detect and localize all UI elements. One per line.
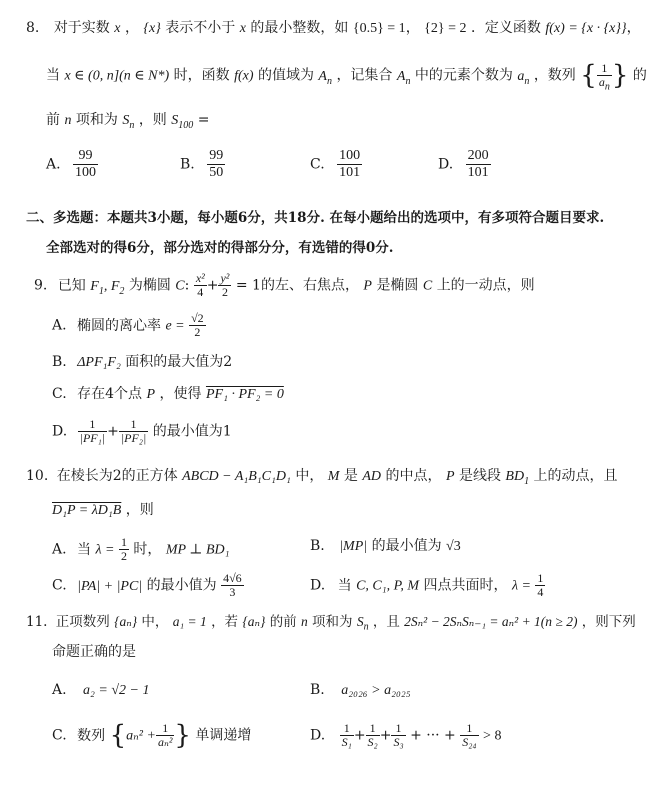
option-label: C. [52, 577, 67, 594]
var-S100: $S_{100}$ [171, 113, 194, 131]
q8-line1: 8. 对于实数 x ， {x} 表示不小于 x 的最小整数，如 {0.5} = 1， {2} = 2 ．定义函数 f(x) = {x · {x}}， [26, 20, 641, 36]
var-an: $a_n$ [517, 68, 530, 87]
set-An: $A_n$ [318, 68, 332, 87]
q10-option-a[interactable] [52, 536, 230, 563]
recurrence: 2Sₙ² − 2SₙSₙ₋₁ = aₙ² + 1(n ≥ 2) [404, 614, 578, 629]
q8-text: 项和为 [75, 112, 118, 128]
option-label: D. [310, 577, 326, 594]
q11-text: ，若 [211, 614, 239, 630]
foci: $F_1$, $F_2$ [90, 278, 125, 297]
q10-text: ，则 [125, 502, 154, 518]
q10-text: 上的动点，且 [533, 468, 618, 484]
q10-stem-line1 [26, 466, 618, 487]
q8-text: 中的元素个数为 [414, 67, 513, 84]
section2-header-line2: 全部选对的得6分，部分选对的得部分分，有选错的得0分. [46, 240, 394, 256]
vector-equation: D₁P = λD₁B [52, 503, 122, 518]
q11-option-d[interactable]: D. $\frac{1}{\text{S₁}}$ + $\frac{1}{\text{S₂}}$ + $\frac{1}{\text{S₃}}$ + ··· + $\frac{1}{\text{S₂₄}}$ > 8 [310, 721, 502, 749]
q11-number: 11. [26, 614, 48, 630]
right-brace: } [174, 720, 191, 751]
sum-term: $\frac{1}{\text{S₂}}$ [367, 721, 378, 749]
ellipse-name: C [422, 278, 433, 294]
q11-option-c[interactable] [52, 722, 251, 749]
q10-text: 的中点， [385, 468, 442, 484]
q11-stem-line2: 命题正确的是 [52, 644, 136, 660]
var-x: x [239, 21, 246, 36]
q11-text: 正项数列 [55, 614, 110, 630]
option-label: B. [180, 156, 195, 173]
sum-term: $\frac{1}{\text{S₂₄}}$ [462, 721, 477, 749]
option-text: 的最小值为 [371, 538, 442, 554]
var-n: n [64, 113, 72, 128]
q8-example-2: {2} = 2 [424, 21, 467, 36]
q8-text: ．定义函数 [470, 20, 541, 36]
q8-text: 的 [632, 67, 647, 84]
option-label: C. [52, 727, 67, 744]
q10-number: 10. [26, 468, 49, 484]
option-label: A. [52, 317, 67, 334]
option-label: A. [52, 541, 67, 558]
q9-number: 9. [34, 277, 48, 294]
point-P: P [445, 469, 455, 484]
option-text: 的最小值为1 [152, 423, 232, 440]
option-text: 的最小值为 [146, 577, 217, 594]
option-label: A. [46, 156, 61, 173]
q8-option-a[interactable] [46, 148, 98, 181]
cube-name: ABCD − A₁B₁C₁D₁ [182, 469, 291, 484]
q11-stem-line1 [26, 612, 636, 632]
ceil-x: {x} [143, 21, 161, 36]
ellipsis: + ··· + [410, 727, 456, 744]
option-fraction: $\frac{1}{\text{|PF₂|}}$ [120, 417, 147, 445]
option-expr: a₂₀₂₆ > a₂₀₂₅ [341, 683, 411, 698]
option-fraction: $\frac{√2}{2}$ [191, 311, 204, 339]
q9-option-c[interactable] [52, 384, 284, 405]
var-x: x [114, 21, 121, 36]
q9-stem: 9. 已知 $F_1$, $F_2$ 为椭圆 C: $\frac{\text{x²}}{4}$ + $\frac{\text{y²}}{2}$ = 1的左、右焦点， P 是椭圆 C 上的一动点，则 [34, 271, 535, 299]
q11-option-a[interactable] [52, 680, 149, 701]
q9-text: = 1的左、右焦点， [235, 277, 359, 294]
ellipse-name: C [175, 278, 185, 294]
section2-header-line1: 二、多选题：本题共3小题，每小题6分，共18分. 在每小题给出的选项中，有多项符合题目要求. [26, 210, 605, 226]
q9-text: 已知 [57, 277, 86, 294]
q8-text: 表示不小于 [165, 20, 236, 36]
q10-option-d[interactable] [310, 572, 545, 599]
option-label: C. [52, 386, 67, 402]
q11-option-b[interactable] [310, 680, 411, 701]
q8-text: 时，函数 [173, 67, 230, 84]
q10-text: 是 [343, 468, 358, 484]
eccentricity: e = [165, 318, 185, 334]
q11-text: ，则下列 [581, 614, 636, 630]
q11-text: 项和为 [312, 614, 353, 630]
q8-text: 当 [46, 67, 60, 84]
sum-term: $\frac{1}{\text{S₁}}$ [341, 721, 352, 749]
point-P: P [363, 278, 372, 294]
q10-option-c[interactable] [52, 572, 244, 599]
q8-text: 的最小整数，如 [250, 20, 349, 36]
option-fraction: $\frac{200}{101}$ [467, 148, 489, 180]
perpendicular: MP ⊥ BD₁ [165, 542, 230, 558]
option-text: 时， [133, 541, 162, 558]
q8-number: 8. [26, 20, 40, 36]
option-fraction: $\frac{99}{50}$ [209, 148, 224, 180]
abs-MP: |MP| [339, 539, 368, 554]
sqrt3: √3 [446, 539, 461, 554]
option-text: 四点共面时， [423, 577, 508, 594]
q8-text: 对于实数 [53, 20, 110, 36]
option-text: ，使得 [159, 386, 202, 402]
q9-text: 上的一动点，则 [436, 277, 535, 294]
first-term: a₁ = 1 [172, 614, 207, 629]
q9-option-d[interactable]: D. $\frac{1}{\text{|PF₁|}}$ + $\frac{1}{\text{|PF₂|}}$ 的最小值为1 [52, 417, 232, 445]
func-fx: f(x) [234, 68, 254, 84]
option-fraction: $\frac{1}{4}$ [537, 571, 544, 599]
option-fraction: $\frac{1}{\text{aₙ²}}$ [157, 721, 173, 749]
option-label: B. [52, 354, 67, 370]
q8-option-d[interactable] [438, 148, 491, 181]
option-fraction: $\frac{4√6}{3}$ [223, 571, 242, 599]
q8-text: = [197, 112, 210, 128]
left-brace: { [580, 60, 597, 91]
option-label: B. [310, 682, 325, 698]
option-label: B. [310, 538, 325, 554]
q8-text: 前 [46, 112, 60, 128]
option-label: C. [310, 156, 325, 173]
segment-BD1: $BD_1$ [505, 469, 530, 487]
dot-product: PF₁ · PF₂ = 0 [205, 387, 284, 402]
q8-text: ， [124, 20, 139, 36]
option-label: D. [310, 727, 326, 744]
q9-option-a[interactable] [52, 312, 206, 339]
q10-text: 中， [295, 468, 324, 484]
q10-text: 是线段 [458, 468, 501, 484]
point-P: P [146, 387, 156, 402]
q11-text: 中， [141, 614, 169, 630]
q8-text: 的值域为 [257, 67, 314, 84]
q8-option-c[interactable] [310, 148, 362, 181]
q8-function-def: f(x) = {x · {x}} [545, 21, 627, 36]
q8-text: ，记集合 [336, 67, 393, 84]
ellipse-term-y: $\frac{\text{y²}}{2}$ [220, 271, 230, 299]
q8-line3 [46, 110, 209, 131]
q10-option-b[interactable] [310, 536, 461, 557]
option-label: A. [52, 682, 67, 698]
option-fraction: $\frac{1}{2}$ [120, 535, 127, 563]
option-label: D. [52, 423, 68, 440]
option-text: 面积的最大值为2 [125, 354, 233, 370]
points-list: C, C₁, P, M [356, 578, 420, 594]
q9-text: 是椭圆 [376, 277, 419, 294]
q8-example-1: {0.5} = 1 [352, 21, 406, 36]
abs-sum: |PA| + |PC| [77, 578, 143, 594]
option-text: 当 [77, 541, 92, 558]
sequence: {aₙ} [242, 614, 266, 629]
option-text: 单调递增 [195, 727, 252, 744]
triangle: ΔPF₁F₂ [77, 355, 121, 370]
q11-text: ，且 [372, 614, 400, 630]
var-Sn: $S_n$ [356, 614, 369, 633]
q8-option-b[interactable] [180, 148, 225, 181]
q8-line2 [46, 60, 647, 93]
inequality-tail: > 8 [483, 728, 502, 744]
seq-fraction: $\frac{1}{a_n}$ [598, 61, 610, 93]
q9-text: 为椭圆 [128, 277, 171, 294]
option-text: 存在4个点 [77, 386, 143, 402]
q8-domain: x ∈ (0, n](n ∈ N*) [64, 68, 170, 84]
q10-text: 在棱长为2的正方体 [56, 468, 178, 484]
option-text: 数列 [77, 727, 106, 744]
option-fraction: $\frac{99}{100}$ [75, 148, 97, 180]
option-text: 当 [337, 577, 352, 594]
right-brace: } [611, 60, 629, 91]
q8-text: ，数列 [533, 67, 576, 84]
q9-option-b[interactable] [52, 352, 232, 373]
option-label: D. [438, 156, 454, 173]
option-expr: a₂ = √2 − 1 [83, 683, 150, 698]
point-M: M [327, 469, 340, 484]
segment-AD: AD [362, 469, 382, 484]
sum-term: $\frac{1}{\text{S₃}}$ [393, 721, 404, 749]
q11-text: 的前 [269, 614, 297, 630]
ellipse-term-x: $\frac{\text{x²}}{4}$ [195, 271, 205, 299]
lambda: λ = [95, 542, 115, 558]
option-fraction: $\frac{100}{101}$ [339, 148, 361, 180]
set-An: $A_n$ [396, 68, 411, 87]
var-n: n [300, 614, 308, 629]
option-fraction: $\frac{1}{\text{|PF₁|}}$ [79, 417, 106, 445]
q8-text: ，则 [138, 112, 167, 128]
var-Sn: $S_n$ [122, 113, 135, 131]
an-squared: aₙ² + [126, 728, 156, 744]
q10-stem-line2 [52, 500, 154, 521]
sequence: {aₙ} [114, 614, 138, 629]
left-brace: { [109, 720, 127, 751]
lambda: λ = [511, 578, 531, 594]
option-text: 椭圆的离心率 [77, 317, 162, 334]
